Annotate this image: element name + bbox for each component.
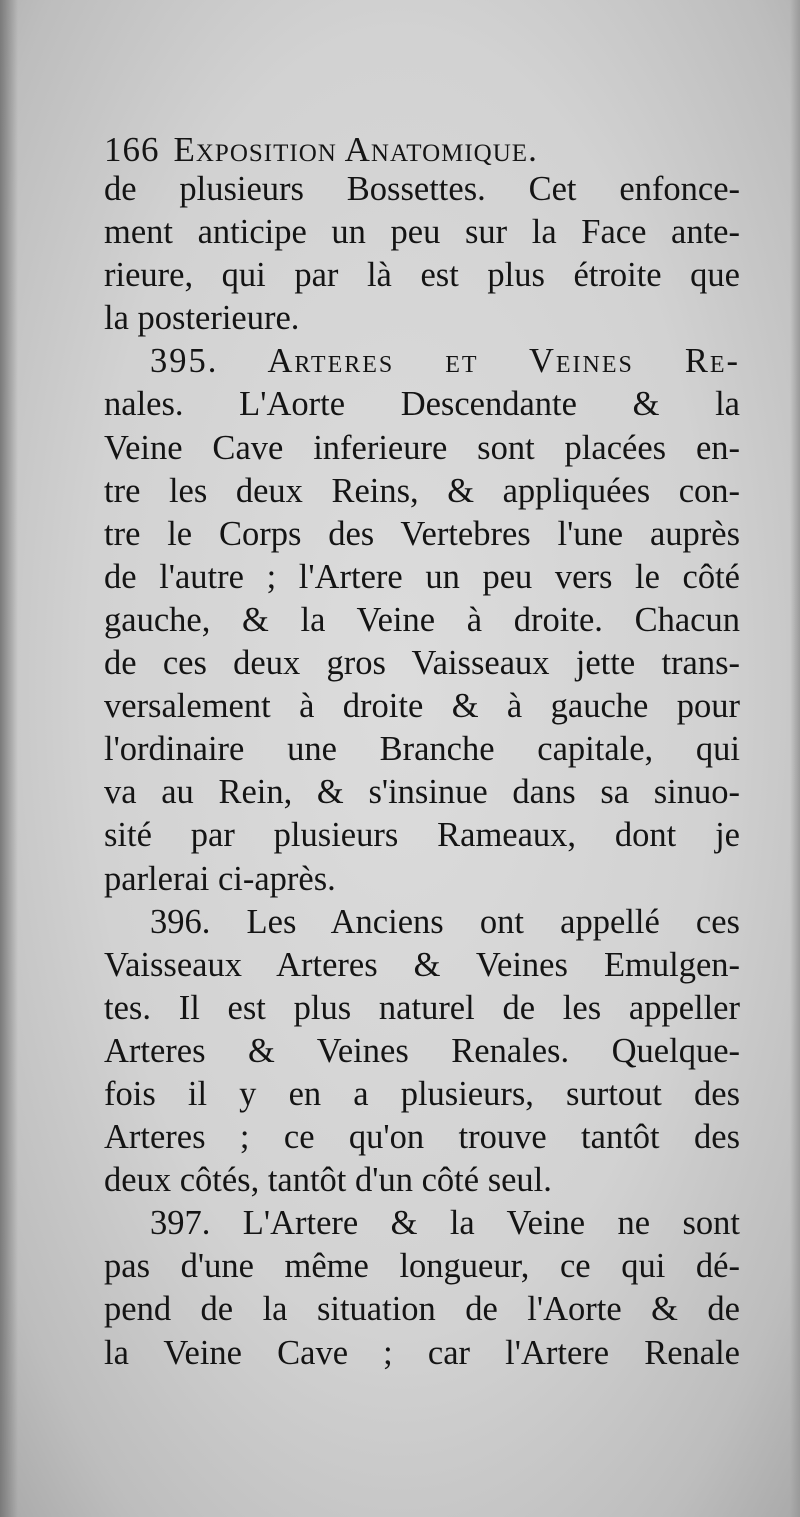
text-line: pend de la situation de l'Aorte & de bbox=[104, 1290, 740, 1329]
paragraph-start-line: 396. Les Anciens ont appellé ces bbox=[150, 902, 740, 941]
text-line: sité par plusieurs Rameaux, dont je bbox=[104, 816, 740, 855]
text-line: Arteres ; ce qu'on trouve tantôt des bbox=[104, 1118, 740, 1157]
text-line: rieure, qui par là est plus étroite que bbox=[104, 256, 740, 295]
text-line: deux côtés, tantôt d'un côté seul. bbox=[104, 1161, 552, 1200]
running-header bbox=[104, 128, 744, 172]
text-line: nales. L'Aorte Descendante & la bbox=[104, 385, 740, 424]
text-line: tre les deux Reins, & appliquées con- bbox=[104, 471, 740, 510]
text-line: de plusieurs Bossettes. Cet enfonce- bbox=[104, 170, 740, 208]
text-line: la Veine Cave ; car l'Artere Renale bbox=[104, 1333, 740, 1372]
text-line: gauche, & la Veine à droite. Chacun bbox=[104, 600, 740, 639]
text-line: versalement à droite & à gauche pour bbox=[104, 687, 740, 726]
text-line: de ces deux gros Vaisseaux jette trans- bbox=[104, 644, 740, 683]
text-line: tes. Il est plus naturel de les appeller bbox=[104, 988, 740, 1027]
page-number: 166 bbox=[104, 130, 160, 169]
text-line: la posterieure. bbox=[104, 299, 300, 338]
section-heading-line: 395. Arteres et Veines Re- bbox=[150, 342, 740, 381]
text-line: Vaisseaux Arteres & Veines Emulgen- bbox=[104, 945, 740, 984]
text-line: de l'autre ; l'Artere un peu vers le côté bbox=[104, 557, 740, 596]
text-line: tre le Corps des Vertebres l'une auprès bbox=[104, 514, 740, 553]
text-line: fois il y en a plusieurs, surtout des bbox=[104, 1074, 740, 1113]
paragraph-start-line: 397. L'Artere & la Veine ne sont bbox=[150, 1204, 740, 1243]
text-line: va au Rein, & s'insinue dans sa sinuo- bbox=[104, 773, 740, 812]
text-line: Veine Cave inferieure sont placées en- bbox=[104, 428, 740, 467]
text-line: pas d'une même longueur, ce qui dé- bbox=[104, 1247, 740, 1286]
text-line: ment anticipe un peu sur la Face ante- bbox=[104, 213, 740, 252]
body-text bbox=[104, 168, 740, 1375]
text-line: parlerai ci-après. bbox=[104, 859, 336, 898]
text-line: l'ordinaire une Branche capitale, qui bbox=[104, 730, 740, 769]
text-line: Arteres & Veines Renales. Quelque- bbox=[104, 1031, 740, 1070]
running-title: Exposition Anatomique. bbox=[173, 130, 538, 169]
